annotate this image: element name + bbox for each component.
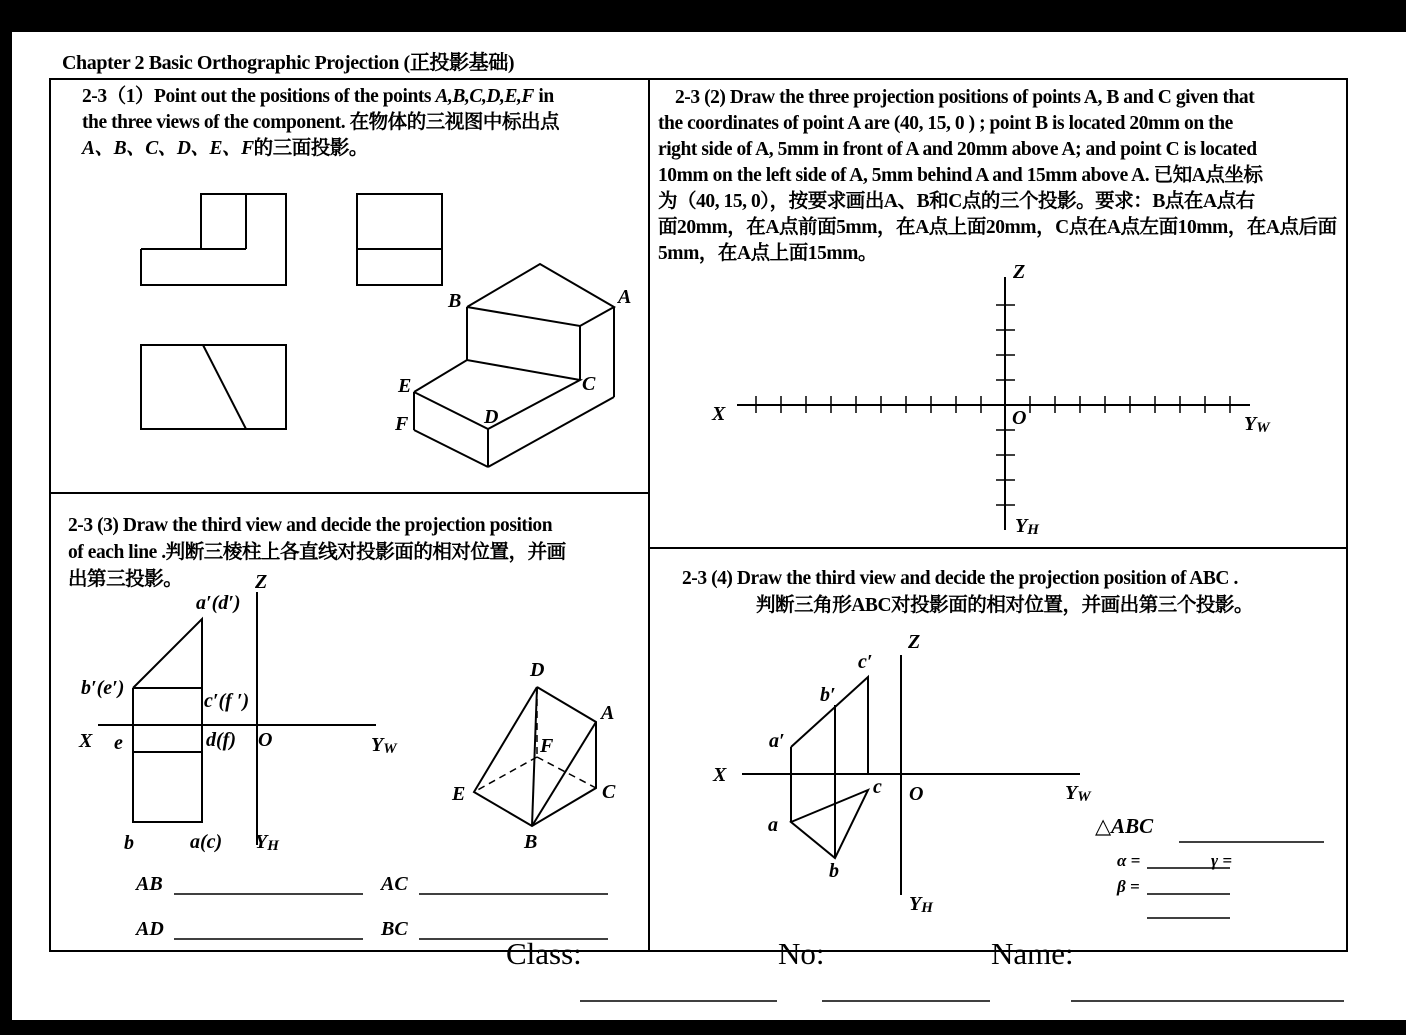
q3-line: 出第三投影。 <box>68 569 183 590</box>
q3-label-c-prime: c′(f ′) <box>204 690 250 712</box>
q3-label-iso-d: D <box>530 659 545 681</box>
q3-label-ac: a(c) <box>190 831 223 853</box>
q3-answer-ac: AC <box>381 873 408 895</box>
q2-label-x: X <box>712 403 726 425</box>
q1-side-view <box>357 194 442 285</box>
q3-line: of each line .判断三棱柱上各直线对投影面的相对位置，并画 <box>68 542 566 563</box>
q1-label-a: A <box>618 286 632 308</box>
q1-label-b: B <box>448 290 462 312</box>
q3-label-a-prime: a′(d′) <box>196 592 241 614</box>
q2-label-yw: YW <box>1244 413 1270 436</box>
q2-line: 10mm on the left side of A, 5mm behind A and 15mm above A. 已知A点坐标 <box>658 165 1263 186</box>
q3-label-x: X <box>79 730 93 752</box>
footer-name-label: Name: <box>991 936 1074 971</box>
q1-line1: Point out the positions of the points <box>154 86 436 107</box>
q4-alpha: α = <box>1117 851 1141 870</box>
q4-triangle-label: △ABC <box>1095 814 1154 838</box>
q4-label-c: c <box>873 776 882 798</box>
q3-label-yw: YW <box>371 734 397 757</box>
q2-line: 5mm，在A点上面15mm。 <box>658 243 878 264</box>
q1-label-d: D <box>484 406 499 428</box>
footer-class-label: Class: <box>506 936 582 971</box>
q4-label-yh: YH <box>909 893 933 916</box>
q3-orthographic <box>98 592 376 845</box>
q4-line1: 2-3 (4) Draw the third view and decide the projection position of ABC . <box>682 568 1238 589</box>
q3-label-d: d(f) <box>206 729 236 751</box>
q2-axes <box>737 277 1250 530</box>
q1-isometric <box>414 264 614 467</box>
q3-label-iso-e: E <box>452 783 466 805</box>
q3-label-z: Z <box>255 571 268 593</box>
q4-label-z: Z <box>908 631 921 653</box>
q2-line: 2-3 (2) Draw the three projection positions of points A, B and C given that <box>675 87 1255 108</box>
q1-front-view <box>141 194 286 285</box>
q3-label-e: e <box>114 732 123 754</box>
q3-line: 2-3 (3) Draw the third view and decide the projection position <box>68 515 553 536</box>
q1-line3-end: 的三面投影。 <box>253 138 368 159</box>
q1-points-en: A,B,C,D,E,F <box>435 86 534 107</box>
q1-top-view <box>141 345 286 429</box>
q3-prism <box>474 687 596 826</box>
q1-label-e: E <box>398 375 412 397</box>
q3-label-yh: YH <box>255 831 279 854</box>
q3-answer-ad: AD <box>136 918 164 940</box>
q2-line: 面20mm，在A点前面5mm，在A点上面20mm，C点在A点左面10mm，在A点后面 <box>658 217 1337 238</box>
q3-answer-ab: AB <box>136 873 163 895</box>
q4-label-b: b <box>829 860 839 882</box>
q1-label-c: C <box>582 373 596 395</box>
q3-label-b-prime: b′(e′) <box>81 677 125 699</box>
q2-line: 为（40, 15, 0），按要求画出A、B和C点的三个投影。要求：B点在A点右 <box>658 191 1255 212</box>
q4-answer-blanks <box>1147 842 1324 918</box>
footer-no-label: No: <box>778 936 825 971</box>
q4-beta: β = <box>1117 877 1140 896</box>
q4-label-o: O <box>909 783 924 805</box>
q1-number: 2-3（1） <box>82 86 155 107</box>
q4-label-x: X <box>713 764 727 786</box>
q2-line: right side of A, 5mm in front of A and 20mm above A; and point C is located <box>658 139 1257 160</box>
q2-line: the coordinates of point A are (40, 15, 0 ) ; point B is located 20mm on the <box>658 113 1233 134</box>
q3-label-iso-f: F <box>540 735 554 757</box>
q4-line2: 判断三角形ABC对投影面的相对位置，并画出第三个投影。 <box>756 595 1254 616</box>
q2-label-z: Z <box>1013 261 1026 283</box>
q3-label-iso-c: C <box>602 781 616 803</box>
q2-label-o: O <box>1012 407 1027 429</box>
q4-label-a: a <box>768 814 778 836</box>
q2-label-yh: YH <box>1015 515 1039 538</box>
q3-label-iso-b: B <box>524 831 538 853</box>
page-title: Chapter 2 Basic Orthographic Projection (正投影基础) <box>62 52 515 74</box>
q1-label-f: F <box>395 413 409 435</box>
q4-gamma: γ = <box>1211 851 1233 870</box>
q1-points-cn: A、B、C、D、E、F <box>82 138 254 159</box>
q4-label-b-prime: b′ <box>820 684 836 706</box>
q4-label-a-prime: a′ <box>769 730 785 752</box>
q3-label-iso-a: A <box>601 702 615 724</box>
q4-label-yw: YW <box>1065 782 1091 805</box>
q3-answer-bc: BC <box>381 918 408 940</box>
q4-label-c-prime: c′ <box>858 651 873 673</box>
q4-orthographic <box>742 655 1080 895</box>
q3-label-o: O <box>258 729 273 751</box>
q1-line2: the three views of the component. 在物体的三视图中标出点 <box>82 112 560 133</box>
q3-label-b: b <box>124 832 134 854</box>
q1-line1-end: in <box>534 86 554 107</box>
